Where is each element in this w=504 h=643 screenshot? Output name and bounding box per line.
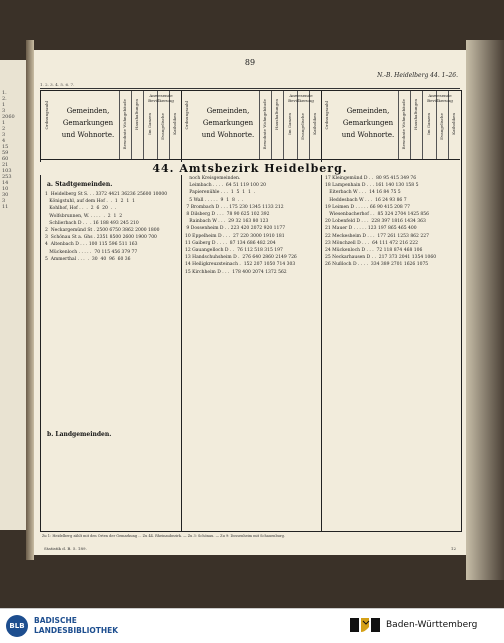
left-page-numbers: 1. 2. 1 3 2060 1 2 3 4 15 59 60 21 103 253 14 10 30 3 11 bbox=[2, 90, 15, 210]
statistics-table bbox=[40, 90, 462, 532]
table-block-1 bbox=[41, 91, 182, 531]
header-katholiken: Katholiken bbox=[451, 113, 456, 135]
baden-wuerttemberg-crest-icon[interactable] bbox=[350, 616, 380, 636]
header-haushaltungen: Haushaltungen bbox=[134, 99, 139, 131]
book-spine bbox=[26, 40, 34, 560]
header-einwohner: Anwesende Bevölkerung bbox=[148, 93, 174, 103]
header-wohngebaeude: Bewohnte Wohngebäude bbox=[401, 99, 406, 150]
header-main-column: Gemeinden, Gemarkungen und Wohnorte. bbox=[61, 107, 115, 139]
table-rows-block-2: noch Kreisgemeinden. Leimbach . . . . 64 51 119 100 20 Papierenühle . . . 1 5 1 1 . 5 Wall . . . . . 9 1 8 . . 7 Brombach D . . . 175 230 1345 1133 212 8 Dilsberg D . . . 78 90 625 102 392 Rainbach W . . . 29 32 163 80 123 9 Dossenheim D . . 223 420 2072 920 1177 10 Eppelheim D . . . 27 220 3000 1910 181 11 Gaiberg D . . . . 87 134 686 482 204 12 Gauangelloch D . . 76 112 518 315 197 13 Handschuhsheim D . 276 640 2860 2149 726 14 Heiligkreuzsteinach . 152 207 1050 714 303 15 Kirchheim D . . . 178 400 2074 1372 562 bbox=[185, 176, 297, 275]
header-ordnungszahl: Ordnungszahl bbox=[324, 101, 329, 130]
page-number: 89 bbox=[244, 58, 256, 67]
header-numeric-columns bbox=[398, 91, 460, 159]
book-fore-edge bbox=[466, 40, 504, 580]
header-evangelische: Evangelische bbox=[300, 113, 305, 140]
header-haushaltungen: Haushaltungen bbox=[274, 99, 279, 131]
sheet-number: 12 bbox=[450, 546, 456, 551]
document-page bbox=[34, 50, 466, 555]
footnote: Zu 1: Heidelberg zählt mit den Orten der Gemarkung ... Zu 44. Rheinaubezirk. — Zu 3: Schönau. — Zu 9: Dossenheim mit Schauenburg. bbox=[42, 534, 285, 538]
blb-logo-icon[interactable]: BLB bbox=[6, 615, 28, 637]
table-rows-block-3: 17 Kleingemünd D . . 80 95 415 349 76 18 Lampenhain D . . . 161 140 130 158 5 Eiterbach W . . . 14 16 84 75 5 Heddesbach W . . . 16 24 93 86 7 19 Leimen D . . . . . 66 90 415 208 77 Wiesenbacherhof . . 85 324 2704 1425 856 20 Lobenfeld D . . . 228 397 1816 1434 363 21 Mauer D . . . . . 123 197 865 465 400 22 Meckesheim D . . . 177 261 1253 862 227 23 Mönchzell D . . . 64 111 472 216 222 24 Mückenloch D . . . 72 118 874 468 106 25 Neckarhausen D . . 217 373 2041 1354 1060 26 Nußloch D . . . . 334 389 2701 1626 1075 bbox=[325, 176, 437, 268]
header-katholiken: Katholiken bbox=[312, 113, 317, 135]
header-einwohner: Anwesende Bevölkerung bbox=[427, 93, 453, 103]
subhead-landgemeinden: b. Landgemeinden. bbox=[47, 431, 112, 438]
header-im-ganzen: Im Ganzen bbox=[426, 113, 431, 135]
table-block-3 bbox=[321, 91, 460, 531]
printer-signature: Statistik d. B. 5. 189. bbox=[44, 546, 87, 551]
header-ordnungszahl: Ordnungszahl bbox=[44, 101, 49, 130]
subhead-stadtgemeinden: a. Stadtgemeinden. bbox=[47, 181, 113, 188]
header-numeric-columns bbox=[119, 91, 181, 159]
header-katholiken: Katholiken bbox=[172, 113, 177, 135]
left-page-fragment bbox=[0, 60, 27, 530]
header-wohngebaeude: Bewohnte Wohngebäude bbox=[262, 99, 267, 150]
header-evangelische: Evangelische bbox=[160, 113, 165, 140]
table-header-1 bbox=[41, 91, 181, 160]
library-footer bbox=[0, 608, 504, 643]
table-rows-block-1: 1 Heidelberg St S. . . 3372 4421 36236 25600 10000 Königstuhl, auf dem Hof . . 1 2 1 1 Kohlhof, Hof . . . 2 6 20 . . Wolfsbrunnen, W. . . . . . 2 1 2 Schlierbach D . . . 16 188 493 245 210 2 Neckargemünd St . 2500 6750 3862 2000 1800 3 Schönau St a. Ghs . 2351 8500 2600 1900 700 4 Altenbach D . . . 100 115 596 511 163 Mückenloch . . . . . 70 115 456 379 77 5 Ammerthal . . . . 30 40 96 60 36 bbox=[45, 192, 168, 262]
table-block-2 bbox=[181, 91, 322, 531]
header-main-column: Gemeinden, Gemarkungen und Wohnorte. bbox=[341, 107, 395, 139]
header-haushaltungen: Haushaltungen bbox=[413, 99, 418, 131]
header-evangelische: Evangelische bbox=[439, 113, 444, 140]
header-einwohner: Anwesende Bevölkerung bbox=[288, 93, 314, 103]
header-im-ganzen: Im Ganzen bbox=[287, 113, 292, 135]
header-main-column: Gemeinden, Gemarkungen und Wohnorte. bbox=[201, 107, 255, 139]
header-im-ganzen: Im Ganzen bbox=[147, 113, 152, 135]
library-name-line2: LANDESBIBLIOTHEK bbox=[34, 626, 119, 635]
header-numeric-columns bbox=[259, 91, 321, 159]
header-wohngebaeude: Bewohnte Wohngebäude bbox=[122, 99, 127, 150]
library-name[interactable] bbox=[34, 616, 118, 636]
header-ordnungszahl: Ordnungszahl bbox=[184, 101, 189, 130]
table-header-3 bbox=[321, 91, 460, 160]
running-head: N.-B. Heidelberg 44. 1–26. bbox=[377, 72, 458, 79]
table-header-2 bbox=[181, 91, 321, 160]
library-name-line1: BADISCHE bbox=[34, 616, 77, 625]
state-name[interactable]: Baden-Württemberg bbox=[386, 620, 478, 630]
column-number-row: 1. 2. 3. 4. 5. 6. 7. bbox=[40, 82, 460, 89]
section-title: 44. Amtsbezirk Heidelberg. bbox=[40, 162, 460, 175]
